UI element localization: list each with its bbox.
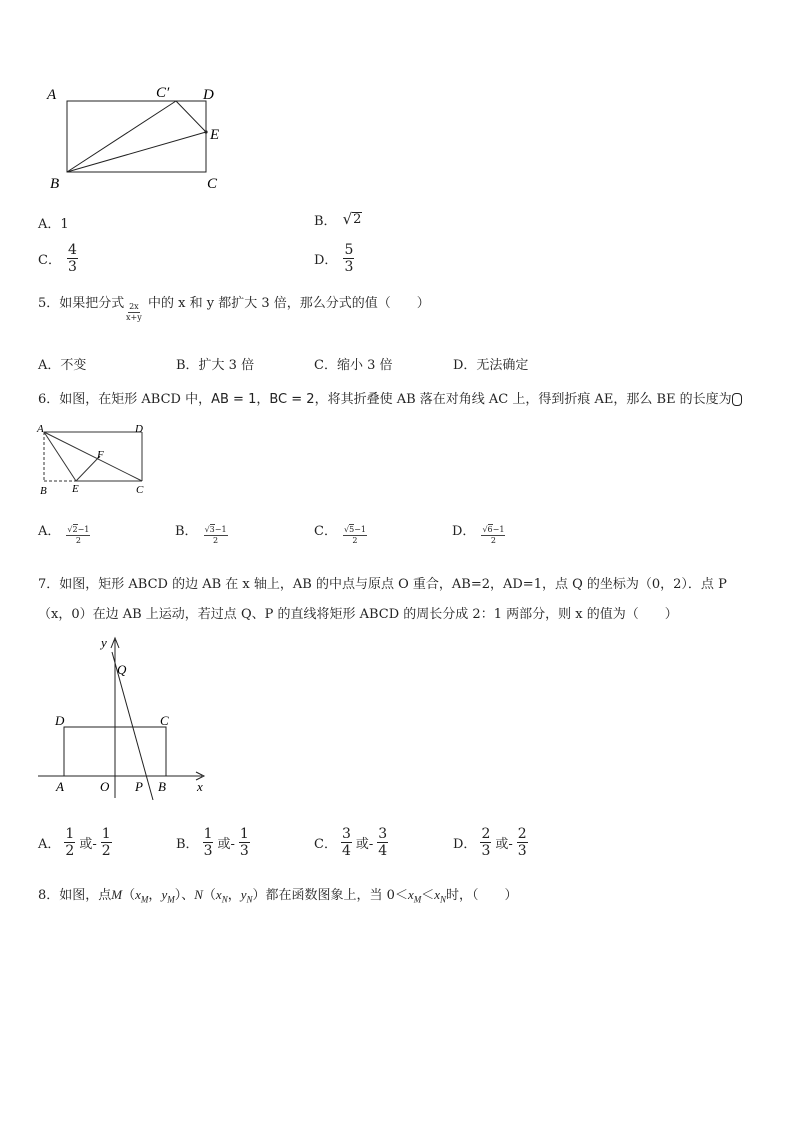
segment-bc-prime (67, 101, 176, 172)
option-label: C． (38, 253, 61, 268)
label-o: O (100, 779, 110, 794)
label-b: B (40, 485, 47, 497)
q7-option-a[interactable] (38, 827, 112, 858)
q7-option-b[interactable] (176, 827, 250, 858)
option-label: D． (453, 837, 477, 852)
q6-option-c[interactable] (314, 514, 367, 545)
option-label: D． (452, 524, 476, 539)
q5-option-a[interactable]: A．不变 (38, 358, 87, 373)
option-label: B． (175, 524, 198, 539)
q7-option-d[interactable] (453, 827, 528, 858)
q4-option-d[interactable] (314, 243, 354, 274)
option-connector: 或- (217, 837, 235, 852)
q8-stem: 8．如图，点$M(x_M$，$y_M$）、$N(x_N$，$y_N$）都在函数图象上，当 $0<x_M<x_N$时，（ ） (38, 887, 518, 905)
q7-figure (34, 630, 224, 800)
label-x: x (197, 779, 203, 794)
fraction: $\frac{4}{3}$ (67, 242, 77, 275)
option-connector: 或- (79, 837, 97, 852)
label-q: Q (117, 662, 127, 677)
segment-c-prime-e (176, 101, 206, 132)
q5-stem: 5．如果把分式 (38, 296, 125, 311)
fraction: $\frac{1}{3}$ (239, 826, 249, 859)
label-d: D (135, 423, 143, 435)
q7-stem-line2: （x，0）在边 AB 上运动，若过点 Q、P 的直线将矩形 ABCD 的周长分成 2：1 两部分，则 x 的值为（ ） (38, 607, 678, 622)
fraction: $\frac{√3-1}{2}$ (204, 525, 227, 545)
label-d: D (203, 87, 214, 103)
answer-blank[interactable] (732, 393, 742, 406)
option-label: A． (38, 524, 61, 539)
fraction: $\frac{1}{2}$ (101, 826, 111, 859)
label-c: C (136, 484, 144, 496)
fraction: $\frac{√5-1}{2}$ (343, 525, 366, 545)
label-a: A (47, 87, 57, 103)
label-b: B (158, 779, 166, 794)
fraction: $\frac{2}{3}$ (517, 826, 527, 859)
option-label: B． (314, 214, 337, 229)
sqrt-expression: √ 2 (342, 209, 362, 228)
label-e: E (210, 127, 220, 143)
option-label: A． (38, 837, 61, 852)
q6-option-a[interactable] (38, 514, 90, 545)
q6-option-b[interactable] (175, 514, 228, 545)
option-connector: 或- (355, 837, 374, 852)
option-label: D． (314, 253, 338, 268)
fraction: $\frac{1}{2}$ (65, 826, 75, 859)
fraction: $\frac{2}{3}$ (481, 826, 491, 859)
fraction: $\frac{3}{4}$ (378, 826, 388, 859)
fraction: $\frac{5}{3}$ (344, 242, 354, 275)
q7-option-c[interactable] (314, 827, 388, 858)
label-p: P (135, 779, 143, 794)
label-a: A (56, 779, 64, 794)
point-e-dot (204, 130, 207, 133)
q5-stem-post: 中的 x 和 y 都扩大 3 倍，那么分式的值（ ） (148, 296, 430, 311)
q6-stem: 6．如图，在矩形 ABCD 中，AB = 1，BC = 2，将其折叠使 AB 落在对角线 AC 上，得到折痕 AE，那么 BE 的长度为 (38, 388, 742, 407)
segment-be (67, 132, 206, 172)
q5-option-d[interactable]: D．无法确定 (453, 358, 529, 373)
option-value: 1 (60, 217, 69, 232)
option-connector: 或- (495, 837, 513, 852)
q6-figure (34, 420, 154, 500)
option-label: C． (314, 837, 337, 852)
label-y: y (101, 635, 107, 650)
option-label: A． (38, 217, 61, 232)
fraction: $\frac{√2-1}{2}$ (67, 525, 90, 545)
fraction: $\frac{√6-1}{2}$ (482, 525, 505, 545)
option-label: B． (176, 837, 199, 852)
fraction: $\frac{3}{4}$ (341, 826, 351, 859)
option-label: C． (314, 524, 337, 539)
label-d: D (55, 713, 65, 728)
label-f: F (97, 449, 104, 461)
rectangle-abcd (67, 101, 206, 172)
q5-option-b[interactable]: B．扩大 3 倍 (176, 358, 255, 373)
q4-option-c[interactable] (38, 243, 78, 274)
label-b: B (50, 176, 60, 192)
q5-option-c[interactable]: C．缩小 3 倍 (314, 358, 393, 373)
label-a: A (37, 423, 44, 435)
q4-option-a[interactable] (38, 213, 69, 232)
q4-option-b[interactable] (314, 210, 362, 229)
q6-option-d[interactable] (452, 514, 505, 545)
label-c-prime: C′ (156, 85, 170, 101)
fraction: $\frac{1}{3}$ (203, 826, 213, 859)
q7-stem-line1: 7．如图，矩形 ABCD 的边 AB 在 x 轴上，AB 的中点与原点 O 重合，AB=2，AD=1，点 Q 的坐标为（0，2）．点 P (38, 577, 727, 592)
label-e: E (72, 483, 79, 495)
label-c: C (207, 176, 218, 192)
q5-fraction: $\frac{2x}{x+y}$ (126, 302, 142, 322)
q4-figure (40, 80, 240, 195)
label-c: C (160, 713, 169, 728)
